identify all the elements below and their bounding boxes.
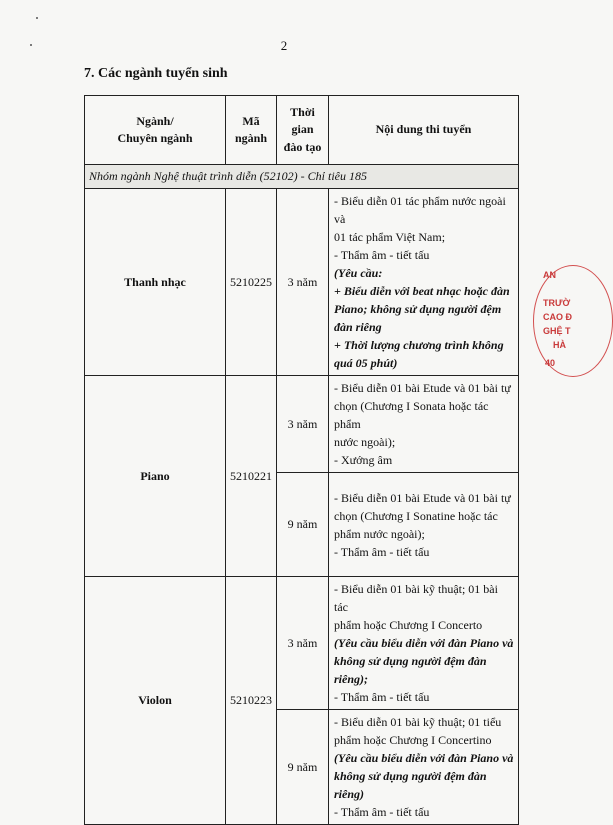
header-code: Mã ngành (226, 96, 277, 165)
section-title: 7. Các ngành tuyển sinh (84, 66, 228, 81)
duration-cell: 3 năm (277, 189, 329, 376)
table-row (85, 376, 519, 473)
major-cell: Thanh nhạc (85, 189, 226, 376)
code-cell: 5210221 (226, 376, 277, 577)
duration-cell: 3 năm (277, 577, 329, 710)
content-cell: - Biểu diễn 01 bài Etude và 01 bài tự chọn (Chương I Sonatine hoặc tác phẩm nước ngoài); - Thẩm âm - tiết tấu (329, 473, 519, 577)
duration-cell: 3 năm (277, 376, 329, 473)
major-cell: Piano (85, 376, 226, 577)
seal-text: AN (543, 270, 556, 280)
header-duration: Thời gian đào tạo (277, 96, 329, 165)
header-major: Ngành/ Chuyên ngành (85, 96, 226, 165)
seal-ring (533, 265, 613, 377)
content-cell: - Biểu diễn 01 bài Etude và 01 bài tự chọn (Chương I Sonata hoặc tác phẩm nước ngoài); - Xướng âm (329, 376, 519, 473)
table-row (85, 577, 519, 710)
header-content: Nội dung thi tuyển (329, 96, 519, 165)
code-cell: 5210225 (226, 189, 277, 376)
content-cell: - Biểu diễn 01 bài kỹ thuật; 01 tiểu phẩm hoặc Chương I Concertino (Yêu cầu biểu diễn với đàn Piano và không sử dụng người đệm đàn riêng) - Thẩm âm - tiết tấu (329, 710, 519, 825)
content-cell: - Biểu diễn 01 tác phẩm nước ngoài và 01 tác phẩm Việt Nam; - Thẩm âm - tiết tấu (Yêu cầu: + Biểu diễn với beat nhạc hoặc đàn Piano; không sử dụng người đệm đàn riêng + Thời lượng chương trình không quá 05 phút) (329, 189, 519, 376)
content-cell: - Biểu diễn 01 bài kỹ thuật; 01 bài tác phẩm hoặc Chương I Concerto (Yêu cầu biểu diễn với đàn Piano và không sử dụng người đệm đàn riêng); - Thẩm âm - tiết tấu (329, 577, 519, 710)
seal-text: HÀ (553, 340, 566, 350)
major-cell: Violon (85, 577, 226, 825)
table-row (85, 189, 519, 376)
seal-text: 40 (545, 358, 556, 368)
seal-text: TRƯỜ (543, 298, 571, 308)
page-number: 2 (280, 38, 288, 53)
group-label: Nhóm ngành Nghệ thuật trình diễn (52102) - Chỉ tiêu 185 (85, 165, 519, 189)
seal-text: GHỆ T (543, 326, 571, 336)
seal-text: CAO Đ (543, 312, 572, 322)
official-seal-stamp (533, 265, 613, 385)
group-row (85, 165, 519, 189)
admissions-table (84, 95, 518, 825)
duration-cell: 9 năm (277, 710, 329, 825)
duration-cell: 9 năm (277, 473, 329, 577)
code-cell: 5210223 (226, 577, 277, 825)
table-header-row (85, 96, 519, 165)
scan-speck (36, 17, 38, 19)
